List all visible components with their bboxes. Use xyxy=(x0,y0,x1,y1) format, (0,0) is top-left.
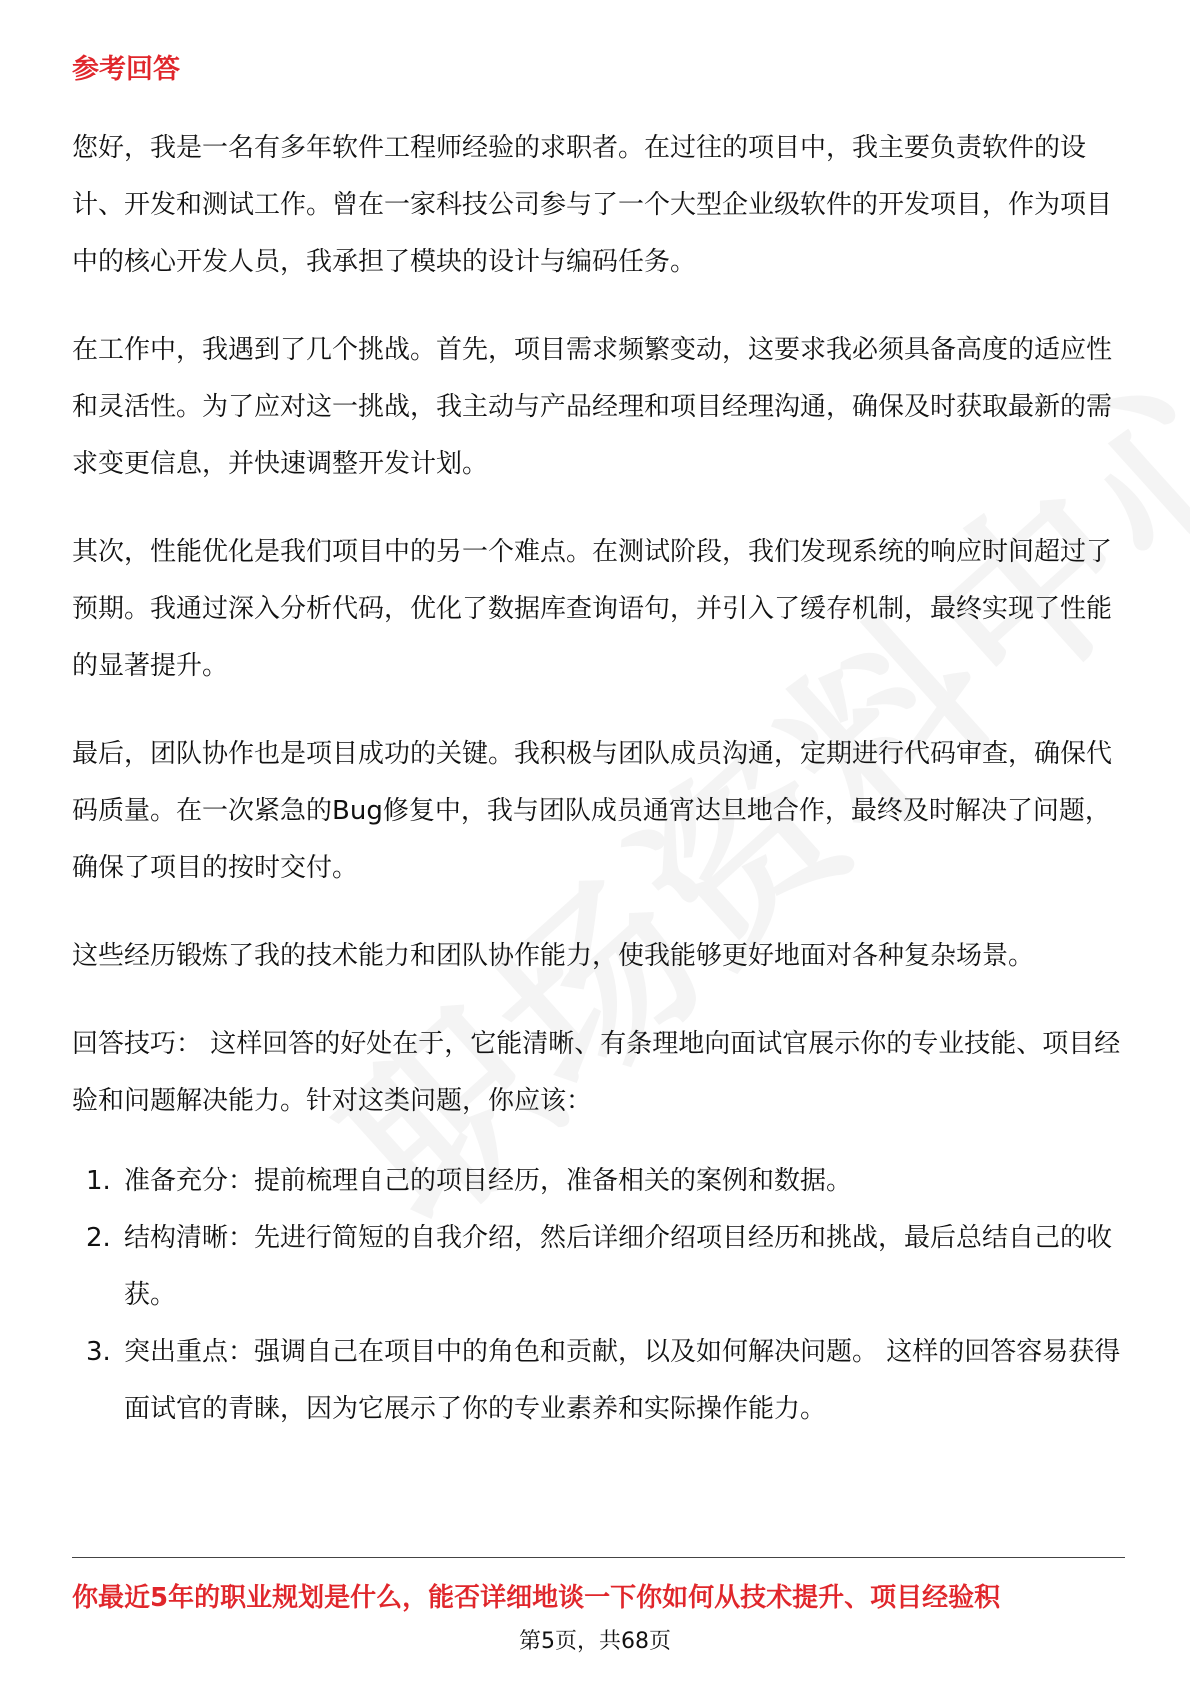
tips-list xyxy=(72,1153,1122,1438)
list-item xyxy=(72,1324,1122,1438)
list-item-number: 1. xyxy=(86,1166,111,1196)
paragraph: 这些经历锻炼了我的技术能力和团队协作能力，使我能够更好地面对各种复杂场景。 xyxy=(72,941,1035,971)
list-item-number: 2. xyxy=(86,1223,111,1253)
list-item-text: 结构清晰：先进行简短的自我介绍，然后详细介绍项目经历和挑战，最后总结自己的收获。 xyxy=(124,1223,1113,1310)
page-number: 第5页，共68页 xyxy=(519,1629,671,1654)
list-item-text: 突出重点：强调自己在项目中的角色和贡献，以及如何解决问题。 这样的回答容易获得面试官的青睐，因为它展示了你的专业素养和实际操作能力。 xyxy=(124,1337,1121,1424)
list-item-number: 3. xyxy=(86,1337,111,1367)
paragraph: 您好，我是一名有多年软件工程师经验的求职者。在过往的项目中，我主要负责软件的设计、开发和测试工作。曾在一家科技公司参与了一个大型企业级软件的开发项目，作为项目中的核心开发人员，我承担了模块的设计与编码任务。 xyxy=(72,133,1113,277)
section-heading: 参考回答 xyxy=(72,54,180,85)
paragraph: 最后，团队协作也是项目成功的关键。我积极与团队成员沟通，定期进行代码审查，确保代码质量。在一次紧急的Bug修复中，我与团队成员通宵达旦地合作，最终及时解决了问题，确保了项目的按时交付。 xyxy=(72,739,1113,883)
paragraph: 其次，性能优化是我们项目中的另一个难点。在测试阶段，我们发现系统的响应时间超过了预期。我通过深入分析代码，优化了数据库查询语句，并引入了缓存机制，最终实现了性能的显著提升。 xyxy=(72,537,1113,681)
paragraph-tips-intro: 回答技巧： 这样回答的好处在于，它能清晰、有条理地向面试官展示你的专业技能、项目经验和问题解决能力。针对这类问题，你应该： xyxy=(72,1029,1121,1116)
list-item xyxy=(72,1210,1122,1324)
list-item xyxy=(72,1153,1122,1210)
paragraph: 在工作中，我遇到了几个挑战。首先，项目需求频繁变动，这要求我必须具备高度的适应性和灵活性。为了应对这一挑战，我主动与产品经理和项目经理沟通，确保及时获取最新的需求变更信息，并快速调整开发计划。 xyxy=(72,335,1113,479)
list-item-text: 准备充分：提前梳理自己的项目经历，准备相关的案例和数据。 xyxy=(124,1166,853,1196)
next-question-heading: 你最近5年的职业规划是什么，能否详细地谈一下你如何从技术提升、项目经验积 xyxy=(72,1583,1001,1613)
answer-body xyxy=(72,120,1122,1438)
divider xyxy=(72,1557,1125,1558)
